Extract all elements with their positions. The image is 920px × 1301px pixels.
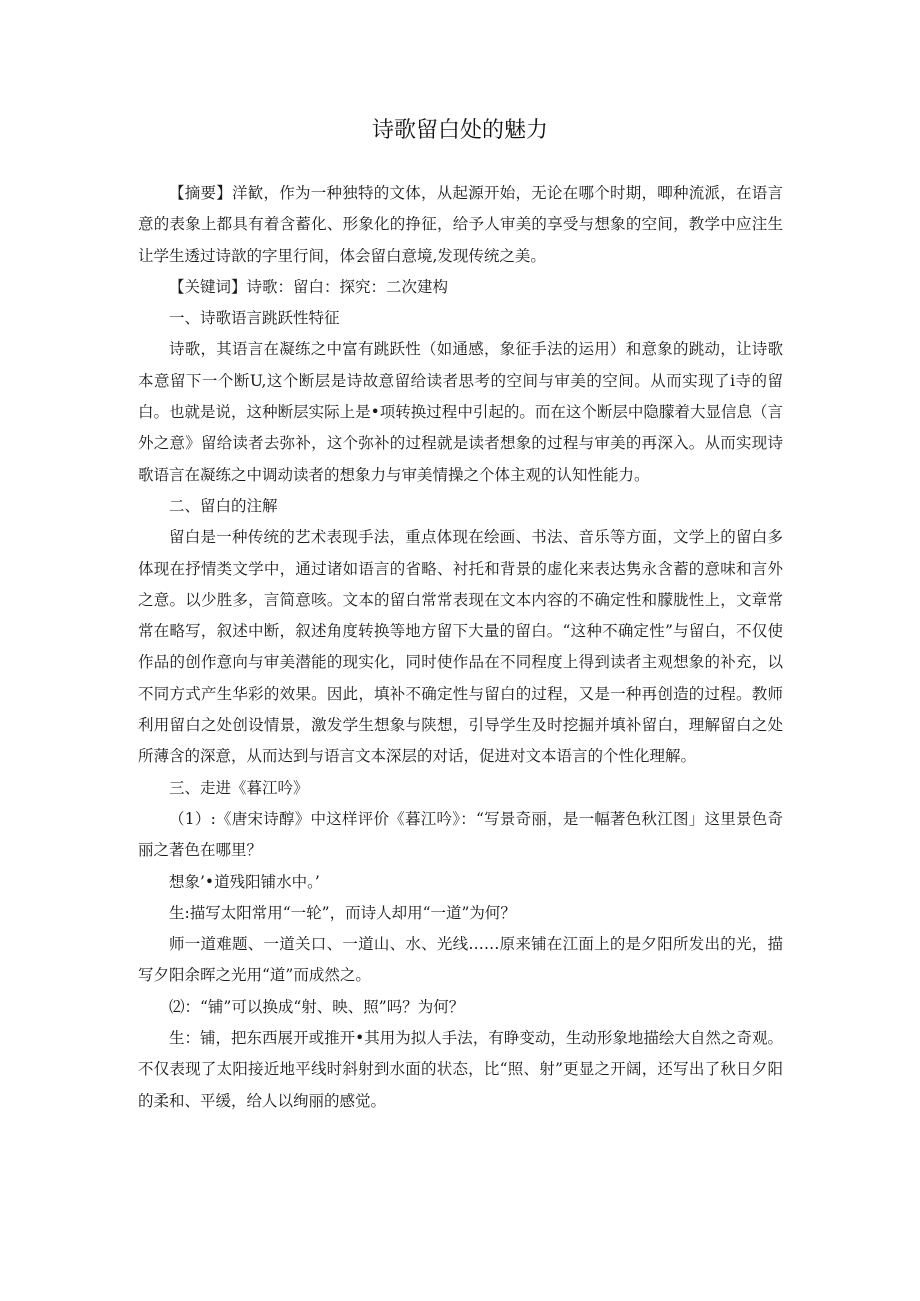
body-paragraph: 诗歌，其语言在凝练之中富有跳跃性（如通感，象征手法的运用）和意象的跳动，让诗歌本意留下一个断U,这个断层是诗故意留给读者思考的空间与审美的空间。从而实现了i寺的留白。也就是说，这种断层实际上是•项转换过程中引起的。而在这个断层中隐朦着大显信息（言外之意》留给读者去弥补，这个弥补的过程就是读者想象的过程与审美的再深入。从而实现诗歌语言在凝练之中调动读者的想象力与审美情操之个体主观的认知性能力。 — [138, 340, 783, 484]
student-paragraph: 生:描写太阳常用“一轮”，而诗人却用“一道”为何？ — [169, 903, 516, 922]
document-body — [138, 178, 783, 1117]
keywords-paragraph: 【关键词】诗歌：留白：探究：二次建构 — [169, 277, 449, 296]
body-paragraph: 留白是一种传统的艺术表现手法，重点体现在绘画、书法、音乐等方面，文学上的留白多体现在抒情类文学中，通过诸如语言的省略、衬托和背景的虚化来表达隽永含蓄的意味和言外之意。以少胜多，言简意咳。文本的留白常常表现在文本内容的不确定性和朦胧性上，文章常常在略写，叙述中断，叙述角度转换等地方留下大量的留白。“这种不确定性”与留白，不仅使作品的创作意向与审美潜能的现实化，同时使作品在不同程度上得到读者主观想象的补充，以不同方式产生华彩的效果。因此，填补不确定性与留白的过程，又是一种再创造的过程。教师利用留白之处创设情景，激发学生想象与陕想，引导学生及时挖掘并填补留白，理解留白之处所薄含的深意，从而达到与语言文本深层的对话，促进对文本语言的个性化理解。 — [138, 528, 783, 766]
question-paragraph: （1）:《唐宋诗醇》中这样评价《暮江吟》：“写景奇丽，是一幅著色秋江图」这里景色奇丽之著色在哪里？ — [138, 809, 783, 860]
section-heading-3: 三、走进《暮江吟》 — [169, 778, 309, 797]
student-paragraph: 生：铺，把东西展开或推开•其用为拟人手法，有睁变动，生动形象地描绘大自然之奇观。不仅表现了太阳接近地平线时斜射到水面的状态，比“照、射”更显之开阔，还写出了秋日夕阳的柔和、平缓，给人以绚丽的感觉。 — [138, 1029, 783, 1110]
section-heading-2: 二、留白的注解 — [169, 496, 278, 515]
abstract-paragraph: 【摘要】洋歓，作为一种独特的文体，从起源开始，无论在哪个时期，唧种流派，在语言意的表象上都具有着含蓄化、形象化的挣征，给予人审美的享受与想象的空间，教学中应注生让学生透过诗歆的字里行间，体会留白意境,发现传统之美。 — [138, 184, 783, 265]
teacher-paragraph: 师一道难题、一道关口、一道山、水、光线……原来铺在江面上的是夕阳所发出的光，描写夕阳余晖之光用“道”而成然之。 — [138, 935, 783, 985]
section-heading-1: 一、诗歌语言跳跃性特征 — [169, 309, 340, 328]
question-paragraph: ⑵：“铺”可以换成“射、映、照”吗？为何？ — [169, 997, 465, 1016]
document-title: 诗歌留白处的魅力 — [371, 118, 548, 143]
answer-paragraph: 想象’•道残阳铺水中。’ — [169, 872, 320, 891]
